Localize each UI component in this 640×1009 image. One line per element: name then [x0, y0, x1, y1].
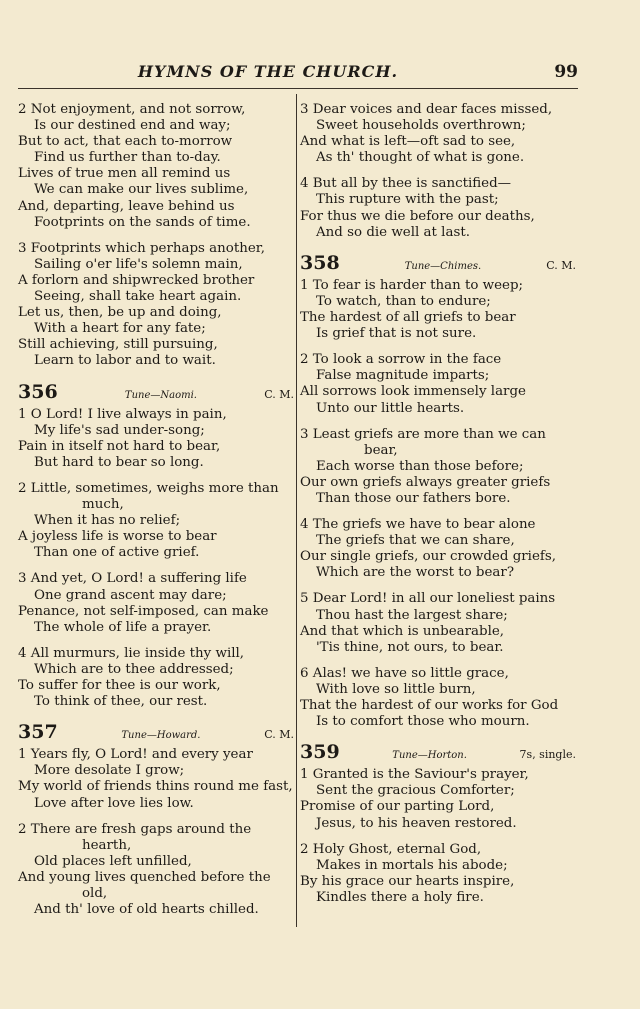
- hymn-358-header: [300, 251, 576, 275]
- verse-line: For thus we die before our deaths,: [300, 208, 535, 224]
- page-header: [18, 62, 578, 84]
- hymn-359-header: [300, 741, 576, 764]
- verse-line: As th' thought of what is gone.: [316, 150, 525, 166]
- verse-line: 4 The griefs we have to bear alone: [300, 517, 536, 533]
- hymn-number: 358: [300, 251, 340, 274]
- verse-line: 3 And yet, O Lord! a suffering life: [18, 571, 247, 587]
- page-number: 99: [554, 62, 578, 82]
- verse-line: And so die well at last.: [316, 224, 470, 240]
- verse-line: much,: [82, 497, 124, 513]
- verse-line: The hardest of all griefs to bear: [300, 310, 516, 326]
- verse-line: Than one of active grief.: [34, 545, 200, 561]
- stanza: [300, 278, 576, 342]
- verse-line: 2 Not enjoyment, and not sorrow,: [18, 102, 246, 117]
- verse-line: 1 O Lord! I live always in pain,: [18, 406, 227, 422]
- stanza: [300, 767, 576, 831]
- verse-line: Is our destined end and way;: [34, 118, 231, 134]
- left-column: [18, 102, 294, 928]
- verse-line: One grand ascent may dare;: [34, 587, 227, 603]
- verse-line: 5 Dear Lord! in all our loneliest pains: [300, 591, 556, 607]
- verse-line: Footprints on the sands of time.: [34, 214, 251, 230]
- hymn-number: 356: [18, 380, 58, 403]
- stanza: [18, 822, 294, 919]
- verse-line: 3 Footprints which perhaps another,: [18, 240, 265, 256]
- stanza: [300, 517, 576, 581]
- verse-line: 1 Granted is the Saviour's prayer,: [300, 767, 529, 783]
- verse-line: 2 Holy Ghost, eternal God,: [300, 841, 482, 857]
- verse-line: 'Tis thine, not ours, to bear.: [316, 639, 504, 655]
- verse-line: Sent the gracious Comforter;: [316, 783, 515, 799]
- verse-line: To think of thee, our rest.: [34, 694, 208, 710]
- hymn-meter: 7s, single.: [519, 748, 576, 762]
- stanza: [18, 102, 294, 231]
- continued-stanzas: [18, 102, 294, 370]
- verse-line: Sailing o'er life's solemn main,: [34, 256, 243, 272]
- stanza: [300, 666, 576, 730]
- verse-line: Thou hast the largest share;: [316, 607, 508, 623]
- stanza: [18, 571, 294, 635]
- verse-line: When it has no relief;: [34, 513, 181, 529]
- stanza: [18, 646, 294, 710]
- stanza: [300, 427, 576, 507]
- verse-line: Lives of true men all remind us: [18, 166, 231, 182]
- hymn-356-stanzas: [18, 407, 294, 711]
- header-rule: [18, 88, 578, 89]
- verse-line: False magnitude imparts;: [316, 368, 490, 384]
- stanza: [300, 591, 576, 655]
- stanza: [18, 747, 294, 811]
- verse-line: Promise of our parting Lord,: [300, 799, 495, 815]
- hymn-tune: Tune—Naomi.: [124, 389, 197, 401]
- verse-line: To suffer for thee is our work,: [18, 678, 221, 693]
- verse-line: And what is left—oft sad to see,: [300, 134, 516, 150]
- verse-line: The griefs that we can share,: [316, 533, 515, 549]
- verse-line: And young lives quenched before the: [18, 869, 271, 885]
- verse-line: Each worse than those before;: [316, 458, 524, 474]
- verse-line: Is to comfort those who mourn.: [316, 714, 530, 730]
- verse-line: 2 To look a sorrow in the face: [300, 352, 502, 368]
- verse-line: Which are to thee addressed;: [34, 661, 234, 677]
- verse-line: A joyless life is worse to bear: [18, 529, 217, 545]
- verse-line: old,: [82, 886, 108, 902]
- hymn-359-stanzas: [300, 767, 576, 906]
- hymn-tune: Tune—Chimes.: [404, 260, 482, 272]
- hymn-meter: C. M.: [264, 387, 294, 401]
- verse-line: 6 Alas! we have so little grace,: [300, 665, 509, 681]
- verse-line: Our single griefs, our crowded griefs,: [300, 549, 556, 565]
- stanza: [18, 241, 294, 370]
- verse-line: With love so little burn,: [316, 681, 476, 697]
- verse-line: 3 Dear voices and dear faces missed,: [300, 102, 553, 117]
- verse-line: But to act, that each to-morrow: [18, 134, 233, 150]
- running-title: HYMNS OF THE CHURCH.: [137, 62, 399, 81]
- verse-line: Our own griefs always greater griefs: [300, 474, 551, 490]
- verse-line: 1 Years fly, O Lord! and every year: [18, 747, 253, 763]
- stanza: [300, 102, 576, 166]
- verse-line: 2 Little, sometimes, weighs more than: [18, 480, 279, 496]
- verse-line: Kindles there a holy fire.: [316, 889, 484, 905]
- verse-line: 3 Least griefs are more than we can: [300, 426, 546, 442]
- verse-line: Still achieving, still pursuing,: [18, 337, 218, 353]
- verse-line: Jesus, to his heaven restored.: [316, 815, 517, 831]
- verse-line: 1 To fear is harder than to weep;: [300, 277, 524, 293]
- verse-line: Than those our fathers bore.: [316, 490, 511, 506]
- hymn-meter: C. M.: [264, 728, 294, 742]
- stanza: [18, 407, 294, 471]
- verse-line: But hard to bear so long.: [34, 454, 204, 470]
- verse-line: And, departing, leave behind us: [18, 198, 235, 214]
- verse-line: And that which is unbearable,: [300, 623, 505, 639]
- right-column: [300, 102, 576, 916]
- verse-line: hearth,: [82, 837, 132, 853]
- hymn-number: 359: [300, 741, 340, 764]
- verse-line: By his grace our hearts inspire,: [300, 873, 515, 889]
- hymn-tune: Tune—Horton.: [392, 750, 467, 762]
- verse-line: 2 There are fresh gaps around the: [18, 821, 252, 837]
- verse-line: And th' love of old hearts chilled.: [34, 902, 259, 918]
- verse-line: Which are the worst to bear?: [316, 565, 514, 581]
- verse-line: With a heart for any fate;: [34, 321, 206, 337]
- hymn-tune: Tune—Howard.: [121, 730, 201, 742]
- verse-line: This rupture with the past;: [316, 192, 499, 208]
- hymn-meter: C. M.: [546, 258, 576, 272]
- verse-line: All sorrows look immensely large: [300, 384, 526, 400]
- verse-line: More desolate I grow;: [34, 763, 185, 779]
- verse-line: We can make our lives sublime,: [34, 182, 249, 198]
- verse-line: bear,: [364, 442, 398, 458]
- verse-line: Seeing, shall take heart again.: [34, 289, 242, 305]
- stanza: [300, 176, 576, 240]
- stanza: [18, 481, 294, 561]
- verse-line: That the hardest of our works for God: [300, 698, 559, 713]
- verse-line: Old places left unfilled,: [34, 853, 192, 869]
- verse-line: Penance, not self-imposed, can make: [18, 603, 269, 619]
- hymn-356-header: [18, 380, 294, 404]
- hymn-357-header: [18, 721, 294, 744]
- hymn-358-stanzas: [300, 278, 576, 730]
- verse-line: Is grief that is not sure.: [316, 326, 477, 342]
- hymn-number: 357: [18, 721, 58, 744]
- verse-line: Learn to labor and to wait.: [34, 353, 216, 369]
- verse-line: Pain in itself not hard to bear,: [18, 438, 221, 454]
- verse-line: Find us further than to-day.: [34, 150, 221, 166]
- verse-line: Love after love lies low.: [34, 795, 194, 811]
- verse-line: 4 All murmurs, lie inside thy will,: [18, 645, 245, 661]
- verse-line: My life's sad under-song;: [34, 422, 205, 438]
- verse-line: Let us, then, be up and doing,: [18, 305, 222, 321]
- verse-line: My world of friends thins round me fast,: [18, 779, 293, 795]
- verse-line: The whole of life a prayer.: [34, 619, 212, 635]
- stanza: [300, 352, 576, 416]
- verse-line: Unto our little hearts.: [316, 400, 465, 416]
- verse-line: 4 But all by thee is sanctified—: [300, 176, 512, 192]
- verse-line: To watch, than to endure;: [316, 293, 491, 309]
- hymn-357-stanzas: [18, 747, 294, 918]
- stanza: [300, 842, 576, 906]
- column-divider: [296, 94, 297, 927]
- continued-stanzas: [300, 102, 576, 241]
- verse-line: Sweet households overthrown;: [316, 118, 526, 134]
- verse-line: A forlorn and shipwrecked brother: [18, 272, 255, 288]
- verse-line: Makes in mortals his abode;: [316, 857, 508, 873]
